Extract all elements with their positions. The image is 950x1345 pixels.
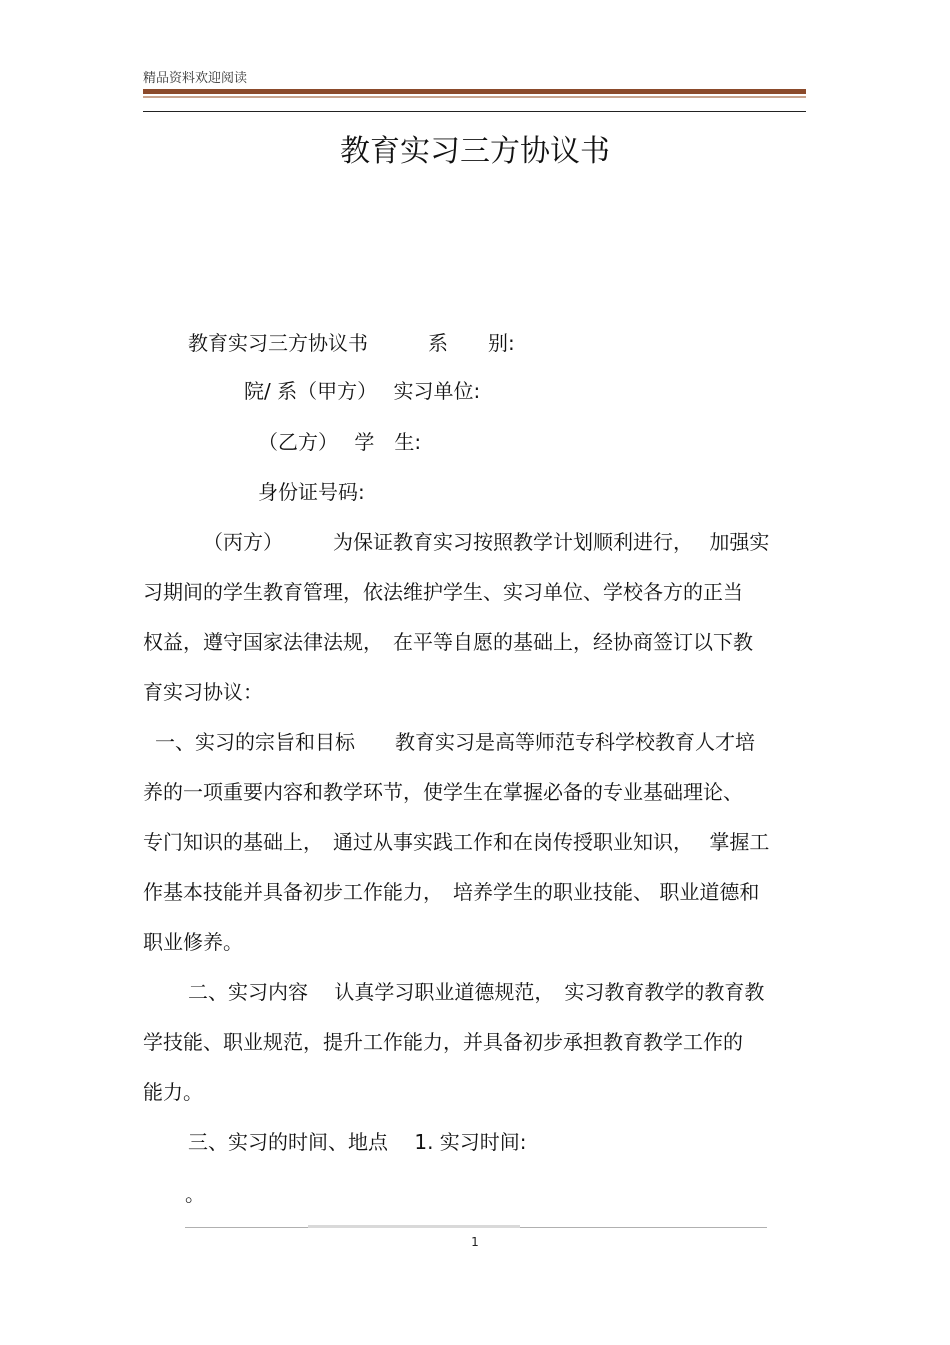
body-line: 专门知识的基础上， 通过从事实践工作和在岗传授职业知识， 掌握工 bbox=[143, 830, 770, 854]
body-line: 习期间的学生教育管理，依法维护学生、实习单位、学校各方的正当 bbox=[143, 580, 743, 604]
header-rule-black bbox=[143, 111, 806, 112]
body-line: （丙方） 为保证教育实习按照教学计划顺利进行， 加强实 bbox=[203, 530, 770, 554]
page-number: 1 bbox=[471, 1235, 479, 1249]
body-line: 职业修养。 bbox=[143, 930, 243, 954]
body-line: 一、实习的宗旨和目标 教育实习是高等师范专科学校教育人才培 bbox=[155, 730, 755, 754]
body-line: 。 bbox=[185, 1182, 205, 1206]
body-line: 养的一项重要内容和教学环节，使学生在掌握必备的专业基础理论、 bbox=[143, 780, 743, 804]
document-title: 教育实习三方协议书 bbox=[340, 134, 610, 169]
body-line: 二、实习内容 认真学习职业道德规范， 实习教育教学的教育教 bbox=[188, 980, 765, 1004]
body-line: 能力。 bbox=[143, 1080, 203, 1104]
header-rule-thin bbox=[143, 96, 806, 98]
body-line: 作基本技能并具备初步工作能力， 培养学生的职业技能、 职业道德和 bbox=[143, 880, 760, 904]
body-line: 身份证号码: bbox=[258, 480, 365, 504]
body-line: （乙方） 学 生: bbox=[258, 430, 422, 454]
body-line: 学技能、职业规范，提升工作能力，并具备初步承担教育教学工作的 bbox=[143, 1030, 743, 1054]
body-line: 教育实习三方协议书 系 别: bbox=[188, 331, 515, 355]
header-rule-thick bbox=[143, 89, 806, 94]
body-line: 院/ 系（甲方） 实习单位: bbox=[244, 379, 481, 403]
body-line: 权益，遵守国家法律法规， 在平等自愿的基础上，经协商签订以下教 bbox=[143, 630, 753, 654]
body-line: 三、实习的时间、地点 1. 实习时间: bbox=[188, 1130, 527, 1154]
footer-rule-shade bbox=[308, 1225, 520, 1228]
page-header: 精品资料欢迎阅读 bbox=[143, 71, 248, 86]
body-line: 育实习协议： bbox=[143, 680, 263, 704]
